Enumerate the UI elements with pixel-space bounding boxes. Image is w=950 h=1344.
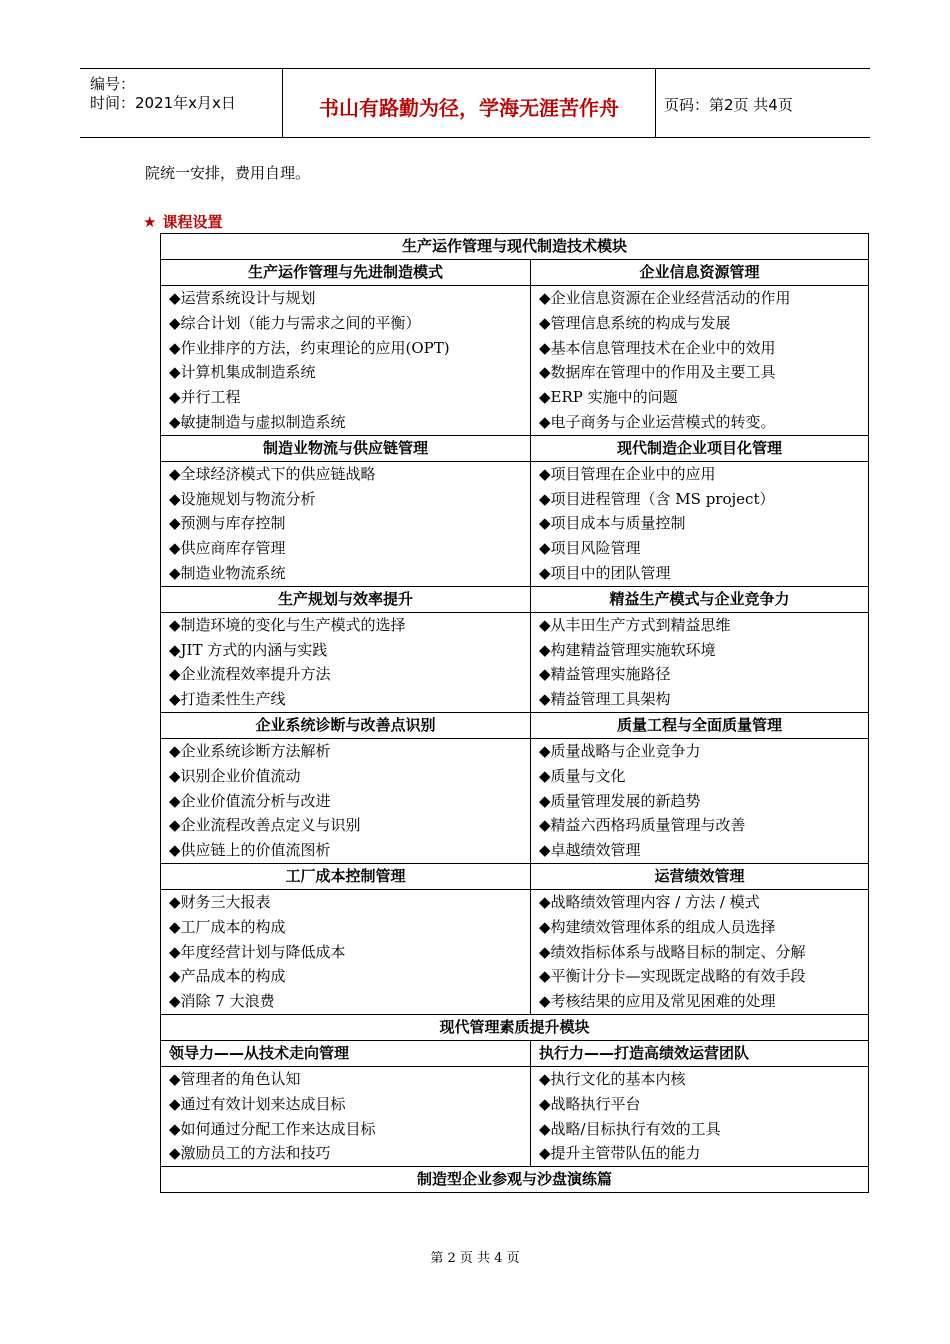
course-item: ◆绩效指标体系与战略目标的制定、分解 [539,942,806,961]
course-items-right [531,1066,869,1166]
course-items-right [531,461,869,586]
course-item: ◆精益管理实施路径 [539,665,671,684]
course-item: ◆如何通过分配工作来达成目标 [169,1119,376,1138]
course-item: ◆作业排序的方法，约束理论的应用(OPT) [169,338,450,357]
course-item: ◆质量与文化 [539,766,626,785]
course-item: ◆平衡计分卡—实现既定战略的有效手段 [539,967,806,986]
course-title-right: 现代制造企业项目化管理 [531,435,869,461]
course-item: ◆供应商库存管理 [169,539,286,558]
course-title-right: 企业信息资源管理 [531,260,869,286]
course-item-list [169,1067,522,1166]
page-footer: 第 2 页 共 4 页 [430,1251,520,1266]
course-title-right: 执行力——打造高绩效运营团队 [531,1040,869,1066]
course-item: ◆考核结果的应用及常见困难的处理 [539,992,776,1011]
course-item: ◆预测与库存控制 [169,514,286,533]
course-heading-row [161,863,869,889]
course-item: ◆产品成本的构成 [169,967,286,986]
course-item: ◆JIT 方式的内涵与实践 [169,640,328,659]
course-items-row [161,461,869,586]
course-item: ◆通过有效计划来达成目标 [169,1094,346,1113]
course-item: ◆计算机集成制造系统 [169,363,316,382]
course-item: ◆企业流程效率提升方法 [169,665,331,684]
course-item: ◆激励员工的方法和技巧 [169,1144,331,1163]
course-item: ◆并行工程 [169,388,241,407]
motto: 书山有路勤为径，学海无涯苦作舟 [319,96,619,120]
course-items-row [161,612,869,712]
course-item: ◆质量战略与企业竞争力 [539,741,701,760]
course-item: ◆设施规划与物流分析 [169,489,316,508]
course-item: ◆年度经营计划与降低成本 [169,942,346,961]
module-title: 现代管理素质提升模块 [161,1014,869,1040]
course-item: ◆企业价值流分析与改进 [169,791,331,810]
course-table-body [161,234,869,1193]
course-item: ◆识别企业价值流动 [169,766,301,785]
course-heading-row [161,712,869,738]
course-item: ◆战略执行平台 [539,1094,641,1113]
course-title-left: 制造业物流与供应链管理 [161,435,531,461]
course-items-left [161,1066,531,1166]
course-item-list [539,286,860,435]
course-item: ◆综合计划（能力与需求之间的平衡） [169,313,421,332]
course-items-right [531,286,869,436]
course-item: ◆数据库在管理中的作用及主要工具 [539,363,776,382]
course-items-row [161,889,869,1014]
course-item: ◆全球经济模式下的供应链战略 [169,464,376,483]
course-item: ◆运营系统设计与规划 [169,289,316,307]
course-table [160,233,869,1193]
course-item: ◆敏捷制造与虚拟制造系统 [169,412,346,431]
course-heading-row [161,586,869,612]
header-motto-cell [283,69,656,137]
course-title-left: 工厂成本控制管理 [161,863,531,889]
course-item: ◆构建精益管理实施软环境 [539,640,716,659]
course-items-row [161,1066,869,1166]
course-items-left [161,286,531,436]
course-items-right [531,738,869,863]
course-item: ◆项目进程管理（含 MS project） [539,489,775,508]
module-title-row [161,234,869,260]
course-title-left: 生产运作管理与先进制造模式 [161,260,531,286]
module-title: 生产运作管理与现代制造技术模块 [161,234,869,260]
section-title: 课程设置 [162,213,223,231]
course-item: ◆基本信息管理技术在企业中的效用 [539,338,776,357]
course-item: ◆企业流程改善点定义与识别 [169,816,361,835]
course-item: ◆战略绩效管理内容 / 方法 / 模式 [539,892,760,911]
course-item-list [169,739,522,863]
star-icon: ★ [143,213,157,231]
course-item: ◆企业信息资源在企业经营活动的作用 [539,289,791,307]
module-title-row [161,1167,869,1193]
module-title-row [161,1014,869,1040]
time-label: 时间：2021年x月x日 [90,94,236,112]
course-title-right: 质量工程与全面质量管理 [531,712,869,738]
course-item: ◆质量管理发展的新趋势 [539,791,701,810]
course-item: ◆制造业物流系统 [169,563,286,582]
course-item: ◆管理信息系统的构成与发展 [539,313,731,332]
course-item-list [169,462,522,586]
course-item-list [539,462,860,586]
course-item: ◆制造环境的变化与生产模式的选择 [169,615,406,634]
number-label: 编号： [90,75,136,93]
course-items-left [161,612,531,712]
course-item-list [539,613,860,712]
course-item: ◆卓越绩效管理 [539,841,641,860]
course-item: ◆项目中的团队管理 [539,563,671,582]
header-page-cell [656,69,870,137]
intro-text: 院统一安排，费用自理。 [145,164,311,182]
course-item: ◆从丰田生产方式到精益思维 [539,615,731,634]
course-item-list [539,1067,860,1166]
course-items-left [161,738,531,863]
course-item-list [169,286,522,435]
course-item: ◆供应链上的价值流图析 [169,841,331,860]
course-items-left [161,889,531,1014]
course-title-right: 精益生产模式与企业竞争力 [531,586,869,612]
header-meta-cell [80,69,283,137]
course-item: ◆项目风险管理 [539,539,641,558]
course-item: ◆精益管理工具架构 [539,690,671,709]
course-items-right [531,889,869,1014]
course-item: ◆工厂成本的构成 [169,917,286,936]
module-title: 制造型企业参观与沙盘演练篇 [161,1167,869,1193]
course-title-left: 生产规划与效率提升 [161,586,531,612]
course-item-list [169,890,522,1014]
course-item: ◆电子商务与企业运营模式的转变。 [539,412,776,431]
course-item: ◆项目成本与质量控制 [539,514,686,533]
course-item: ◆财务三大报表 [169,892,271,911]
course-item: ◆打造柔性生产线 [169,690,286,709]
course-item: ◆项目管理在企业中的应用 [539,464,716,483]
course-items-row [161,286,869,436]
course-title-left: 企业系统诊断与改善点识别 [161,712,531,738]
course-heading-row [161,260,869,286]
course-item: ◆企业系统诊断方法解析 [169,741,331,760]
course-items-right [531,612,869,712]
course-heading-row [161,1040,869,1066]
course-item: ◆提升主管带队伍的能力 [539,1144,701,1163]
page-label: 页码：第2页 共4页 [664,96,793,114]
course-title-left: 领导力——从技术走向管理 [161,1040,531,1066]
course-title-right: 运营绩效管理 [531,863,869,889]
course-item: ◆消除 7 大浪费 [169,992,275,1011]
course-item: ◆管理者的角色认知 [169,1069,301,1088]
page-header [80,68,870,138]
course-items-row [161,738,869,863]
course-item-list [539,739,860,863]
course-item: ◆执行文化的基本内核 [539,1069,686,1088]
course-item: ◆ERP 实施中的问题 [539,388,678,407]
course-item-list [539,890,860,1014]
course-item: ◆战略/目标执行有效的工具 [539,1119,721,1138]
course-heading-row [161,435,869,461]
course-item: ◆构建绩效管理体系的组成人员选择 [539,917,776,936]
course-item-list [169,613,522,712]
course-items-left [161,461,531,586]
course-item: ◆精益六西格玛质量管理与改善 [539,816,746,835]
section-heading [143,211,222,232]
